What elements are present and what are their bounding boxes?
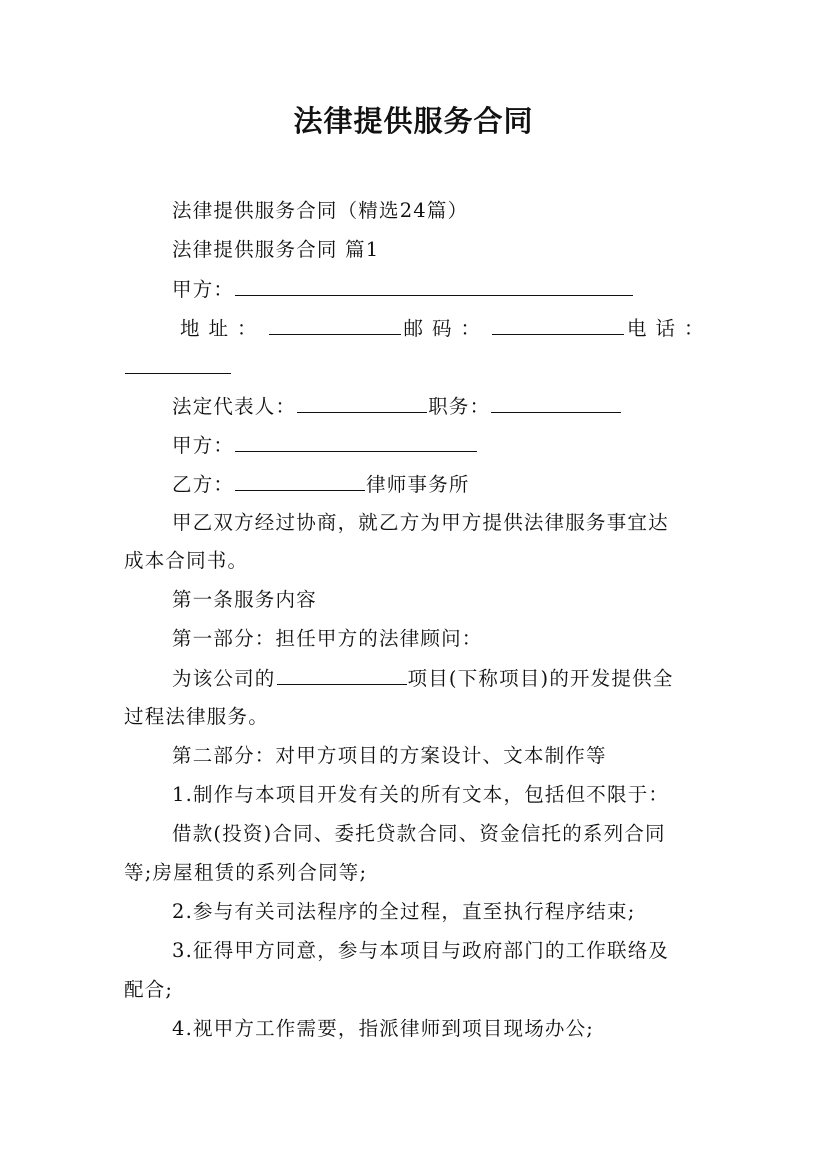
scope-row [172,665,674,692]
phone-label: 电话： [627,317,713,340]
party-a-row-2 [172,432,478,459]
item-4: 4.视甲方工作需要，指派律师到项目现场办公; [172,1017,595,1040]
document-subtitle: 法律提供服务合同（精选24篇） [172,199,469,222]
legal-rep-row [172,393,622,420]
party-b-blank [235,471,365,491]
item-2: 2.参与有关司法程序的全过程，直至执行程序结束; [172,900,636,923]
party-a-blank [235,276,633,296]
party-a-label-2: 甲方： [172,434,235,457]
project-name-blank [277,665,407,685]
item-1-line-1: 1.制作与本项目开发有关的所有文本，包括但不限于： [172,783,670,806]
address-blank [269,315,401,335]
scope-suffix: 项目(下称项目)的开发提供全 [407,667,674,690]
legal-rep-label: 法定代表人： [172,395,297,418]
intro-line-2: 成本合同书。 [124,549,249,572]
party-a-blank-2 [235,432,477,452]
chapter-heading: 法律提供服务合同 篇1 [172,238,380,261]
party-b-row [172,471,470,498]
article-1-heading: 第一条服务内容 [172,588,317,611]
party-a-label: 甲方： [172,278,235,301]
intro-line-1: 甲乙双方经过协商，就乙方为甲方提供法律服务事宜达 [172,511,669,534]
item-1-line-3: 等;房屋租赁的系列合同等; [124,861,368,884]
item-3-line-1: 3.征得甲方同意，参与本项目与政府部门的工作联络及 [172,939,670,962]
position-blank [491,393,621,413]
document-title: 法律提供服务合同 [293,104,534,138]
address-row [180,315,713,342]
party-b-label: 乙方： [172,473,235,496]
scope-prefix: 为该公司的 [172,667,276,690]
postcode-blank [492,315,624,335]
party-a-row [172,276,634,303]
item-1-line-2: 借款(投资)合同、委托贷款合同、资金信托的系列合同 [172,822,666,845]
part-2-heading: 第二部分：对甲方项目的方案设计、文本制作等 [172,744,607,767]
phone-row [124,354,232,381]
law-firm-suffix: 律师事务所 [366,473,470,496]
postcode-label: 邮码： [403,317,490,340]
phone-blank [125,354,231,374]
part-1-heading: 第一部分：担任甲方的法律顾问： [172,627,483,650]
legal-rep-blank [297,393,427,413]
address-label: 地址： [180,317,266,340]
position-label: 职务： [428,395,491,418]
scope-line-2: 过程法律服务。 [124,705,269,728]
item-3-line-2: 配合; [124,978,174,1001]
